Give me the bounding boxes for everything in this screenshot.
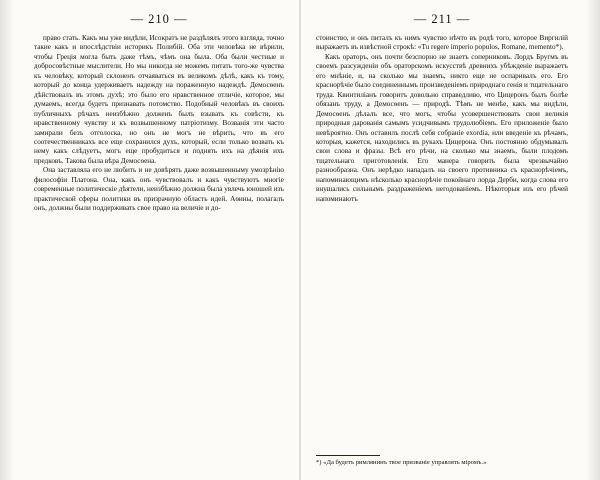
paragraph: стоинство, и онъ питалъ къ нимъ чувство нѣчто въ родѣ того, которое Виргилій выражаетъ въ извѣстной строкѣ: «Tu regere imperio populos, Romane, memento*). <box>316 34 568 52</box>
paragraph: право стать. Какъ мы уже видѣли, Исократъ не раздѣлялъ этого взгляда, точно такие какъ и впослѣдствіи историкъ Полибій. Оба эти человѣка не вѣрили, чтобы Греція могла быть даже тѣмъ, чѣмъ она была. Оба были честные и добросовѣстные мыслители. Но мы никогда не можемъ питать того-же чувства къ человѣку, который склоненъ отчаяваться въ великомъ дѣлѣ, какъ къ тому, который до конца удерживаетъ надежду на пораженную надеждѣ. Демосѳенъ дѣйствовалъ въ этомъ духѣ; это было его нравственное отличіе, которое, мы думаемъ, всегда будетъ признавать потомство. Подобный человѣкъ въ своихъ публичныхъ рѣчахъ неизбѣжно долженъ былъ взывать къ совѣсти, къ нравственному чувству и къ возвышенному патріотизму. Возванія эти часто замирали безъ отголоска, но онъ не могъ не вѣрить, что въ его соотечественникахъ все еще сохранился духъ, который, если только возвать къ нему какъ слѣдуетъ, могъ еще пробудиться и поднять ихъ на дѣянія ихъ предковъ. Такова была вѣра Демосѳена. <box>34 34 284 165</box>
right-page-folio: — 211 — <box>413 12 471 26</box>
paragraph: Какъ ораторъ, онъ почти безспорно не знаетъ соперниковъ. Лордъ Бругмъ въ своемъ разсужденіи объ ораторскомъ искусствѣ древнихъ убѣжденіе выражаетъ его мнѣніе, и, на сколько мы знаемъ, никто еще не оспаривалъ его. Его краснорѣчіе было соединеннымъ произведеніемъ природнаго генія и тщательнаго труда. Квинтиліанъ говоритъ довольно справедливо, что Цицеронъ былъ болѣе обязанъ труду, а Демосѳенъ — природѣ. Тѣмъ не менѣе, какъ мы видѣли, Демосѳенъ дѣлалъ все, что могъ, чтобы усовершенствовать свои великія природныя дарованія самымъ усидчивымъ трудолюбіемъ. Его приложеніе было невѣроятно. Онъ оставилъ послѣ себя собраніе exordia, или введеніе къ рѣчамъ, которыя, кажется, находились въ рукахъ Цицерона. Онъ постоянно обдумывалъ свои слова и фразы. Всѣ его рѣчи, на сколько мы знаемъ, были плодомъ тщательнаго приготовленія. Его манера говорить была чрезвычайно разнообразна. Онъ нерѣдко нападалъ на своего противника съ краснорѣчіемъ, напоминающимъ нѣсколько краснорѣчіе покойнаго лорда Дерби, когда слова его внушались сильнымъ раздраженіемъ негодованіемъ. Нѣкоторыя изъ его рѣчей напоминаютъ <box>316 52 568 203</box>
right-page <box>300 0 600 480</box>
paragraph: Она заставляла его не любить и не довѣрять даже возвышенныму умозрѣнію философіи Платона. Она, какъ онъ чувствовалъ и какъ чувствуютъ многіе современные политическіе дѣятели, неизбѣжно должна была увлечь юношей изъ практической сферы политики въ призрачную область идей. Аѳины, полагалъ онъ, должны были поддерживать свое право на величіе и до- <box>34 166 284 213</box>
page-gutter <box>299 0 301 480</box>
left-page-body <box>34 34 284 214</box>
footnote-text: «Да будетъ римлянинъ твое призваніе управлять міромъ.» <box>323 459 487 467</box>
footnote <box>316 459 568 468</box>
footnote-area <box>316 455 568 468</box>
footnote-marker: *) <box>316 459 322 467</box>
footnote-divider <box>316 455 380 456</box>
left-page-folio: — 210 — <box>130 12 188 26</box>
right-page-body <box>316 34 568 204</box>
